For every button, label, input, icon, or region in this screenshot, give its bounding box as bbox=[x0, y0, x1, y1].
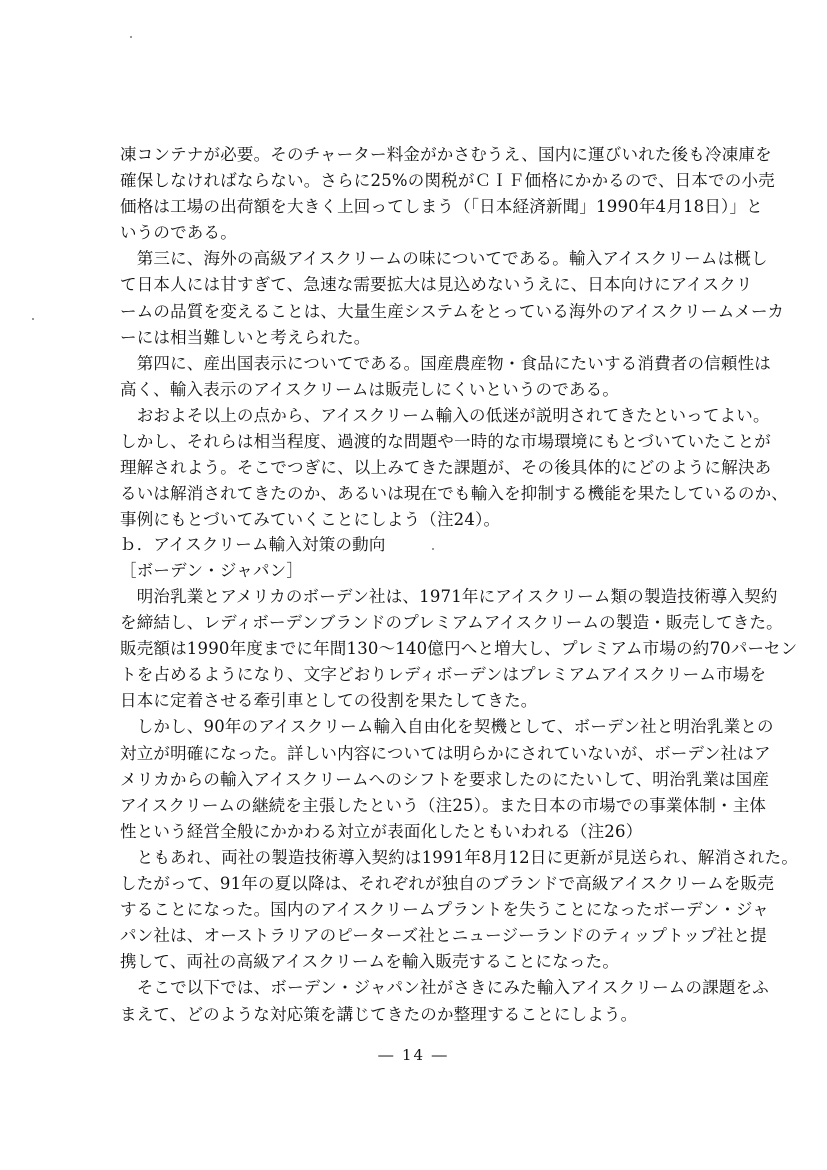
text-line: しかし、それらは相当程度、過渡的な問題や一時的な市場環境にもとづいていたことが bbox=[120, 432, 771, 452]
text-line: することになった。国内のアイスクリームプラントを失うことになったボーデン・ジャ bbox=[120, 900, 769, 920]
text-line: 明治乳業とアメリカのボーデン社は、1971年にアイスクリーム類の製造技術導入契約 bbox=[120, 587, 778, 606]
text-line: 日本に定着させる牽引車としての役割を果たしてきた。 bbox=[120, 691, 538, 711]
text-line: アイスクリームの継続を主張したという（注25）。また日本の市場での事業体制・主体 bbox=[120, 795, 767, 815]
text-line: 理解されよう。そこでつぎに、以上みてきた課題が、その後具体的にどのように解決あ bbox=[120, 458, 772, 478]
body-text-bottom bbox=[120, 584, 799, 1028]
body-text-top bbox=[120, 142, 788, 533]
text-line: おおよそ以上の点から、アイスクリーム輸入の低迷が説明されてきたといってよい。 bbox=[120, 405, 770, 425]
text-line: メリカからの輸入アイスクリームへのシフトを要求したのにたいして、明治乳業は国産 bbox=[120, 769, 770, 789]
text-line: 事例にもとづいてみていくことにしよう（注24）。 bbox=[120, 510, 501, 530]
page-number: ― 14 ― bbox=[378, 1046, 449, 1064]
text-line: 確保しなければならない。さらに25%の関税がＣＩＦ価格にかかるので、日本での小売 bbox=[120, 171, 775, 191]
text-line: したがって、91年の夏以降は、それぞれが独自のブランドで高級アイスクリームを販売 bbox=[120, 874, 775, 894]
text-line: しかし、90年のアイスクリーム輸入自由化を契機として、ボーデン社と明治乳業との bbox=[120, 717, 774, 737]
text-line: て日本人には甘すぎて、急速な需要拡大は見込めないうえに、日本向けにアイスクリ bbox=[120, 275, 753, 295]
text-line: ともあれ、両社の製造技術導入契約は1991年8月12日に更新が見送られ、解消された。 bbox=[120, 847, 799, 867]
text-line: 凍コンテナが必要。そのチャーター料金がかさむうえ、国内に運びいれた後も冷凍庫を bbox=[120, 145, 772, 164]
section-heading-block bbox=[120, 532, 720, 584]
text-line: ーには相当難しいと考えられた。 bbox=[120, 327, 371, 347]
subsection-heading: ［ボーデン・ジャパン］ bbox=[120, 561, 304, 581]
text-line: トを占めるようになり、文字どおりレディボーデンはプレミアムアイスクリーム市場を bbox=[120, 665, 767, 685]
text-line: を締結し、レディボーデンブランドのプレミアムアイスクリームの製造・販売してきた。 bbox=[120, 613, 783, 633]
section-heading: ｂ．アイスクリーム輸入対策の動向 bbox=[120, 535, 386, 554]
text-line: ームの品質を変えることは、大量生産システムをとっている海外のアイスクリームメーカ bbox=[120, 301, 785, 321]
text-line: いうのである。 bbox=[120, 223, 237, 243]
text-line: パン社は、オーストラリアのピーターズ社とニュージーランドのティップトップ社と提 bbox=[120, 926, 767, 946]
text-line: 携して、両社の高級アイスクリームを輸入販売することになった。 bbox=[120, 952, 620, 972]
text-line: 高く、輸入表示のアイスクリームは販売しにくいというのである。 bbox=[120, 379, 620, 399]
text-line: 対立が明確になった。詳しい内容については明らかにされていないが、ボーデン社はア bbox=[120, 743, 771, 763]
text-line: 販売額は1990年度までに年間130～140億円へと増大し、プレミアム市場の約70パーセン bbox=[120, 639, 798, 659]
text-line: 価格は工場の出荷額を大きく上回ってしまう（「日本経済新聞」1990年4月18日）」と bbox=[120, 197, 763, 217]
text-line: 性という経営全般にかかわる対立が表面化したともいわれる（注26） bbox=[120, 821, 643, 841]
text-line: そこで以下では、ボーデン・ジャパン社がさきにみた輸入アイスクリームの課題をふ bbox=[120, 978, 769, 998]
text-line: るいは解消されてきたのか、あるいは現在でも輸入を抑制する機能を果たしているのか、 bbox=[120, 484, 788, 504]
scan-speck bbox=[32, 318, 34, 320]
text-line: 第四に、産出国表示についてである。国産農産物・食品にたいする消費者の信頼性は bbox=[120, 353, 771, 373]
text-line: まえて、どのような対応策を講じてきたのか整理することにしよう。 bbox=[120, 1004, 638, 1024]
text-line: 第三に、海外の高級アイスクリームの味についてである。輸入アイスクリームは概し bbox=[120, 249, 768, 269]
scan-speck bbox=[130, 36, 132, 38]
